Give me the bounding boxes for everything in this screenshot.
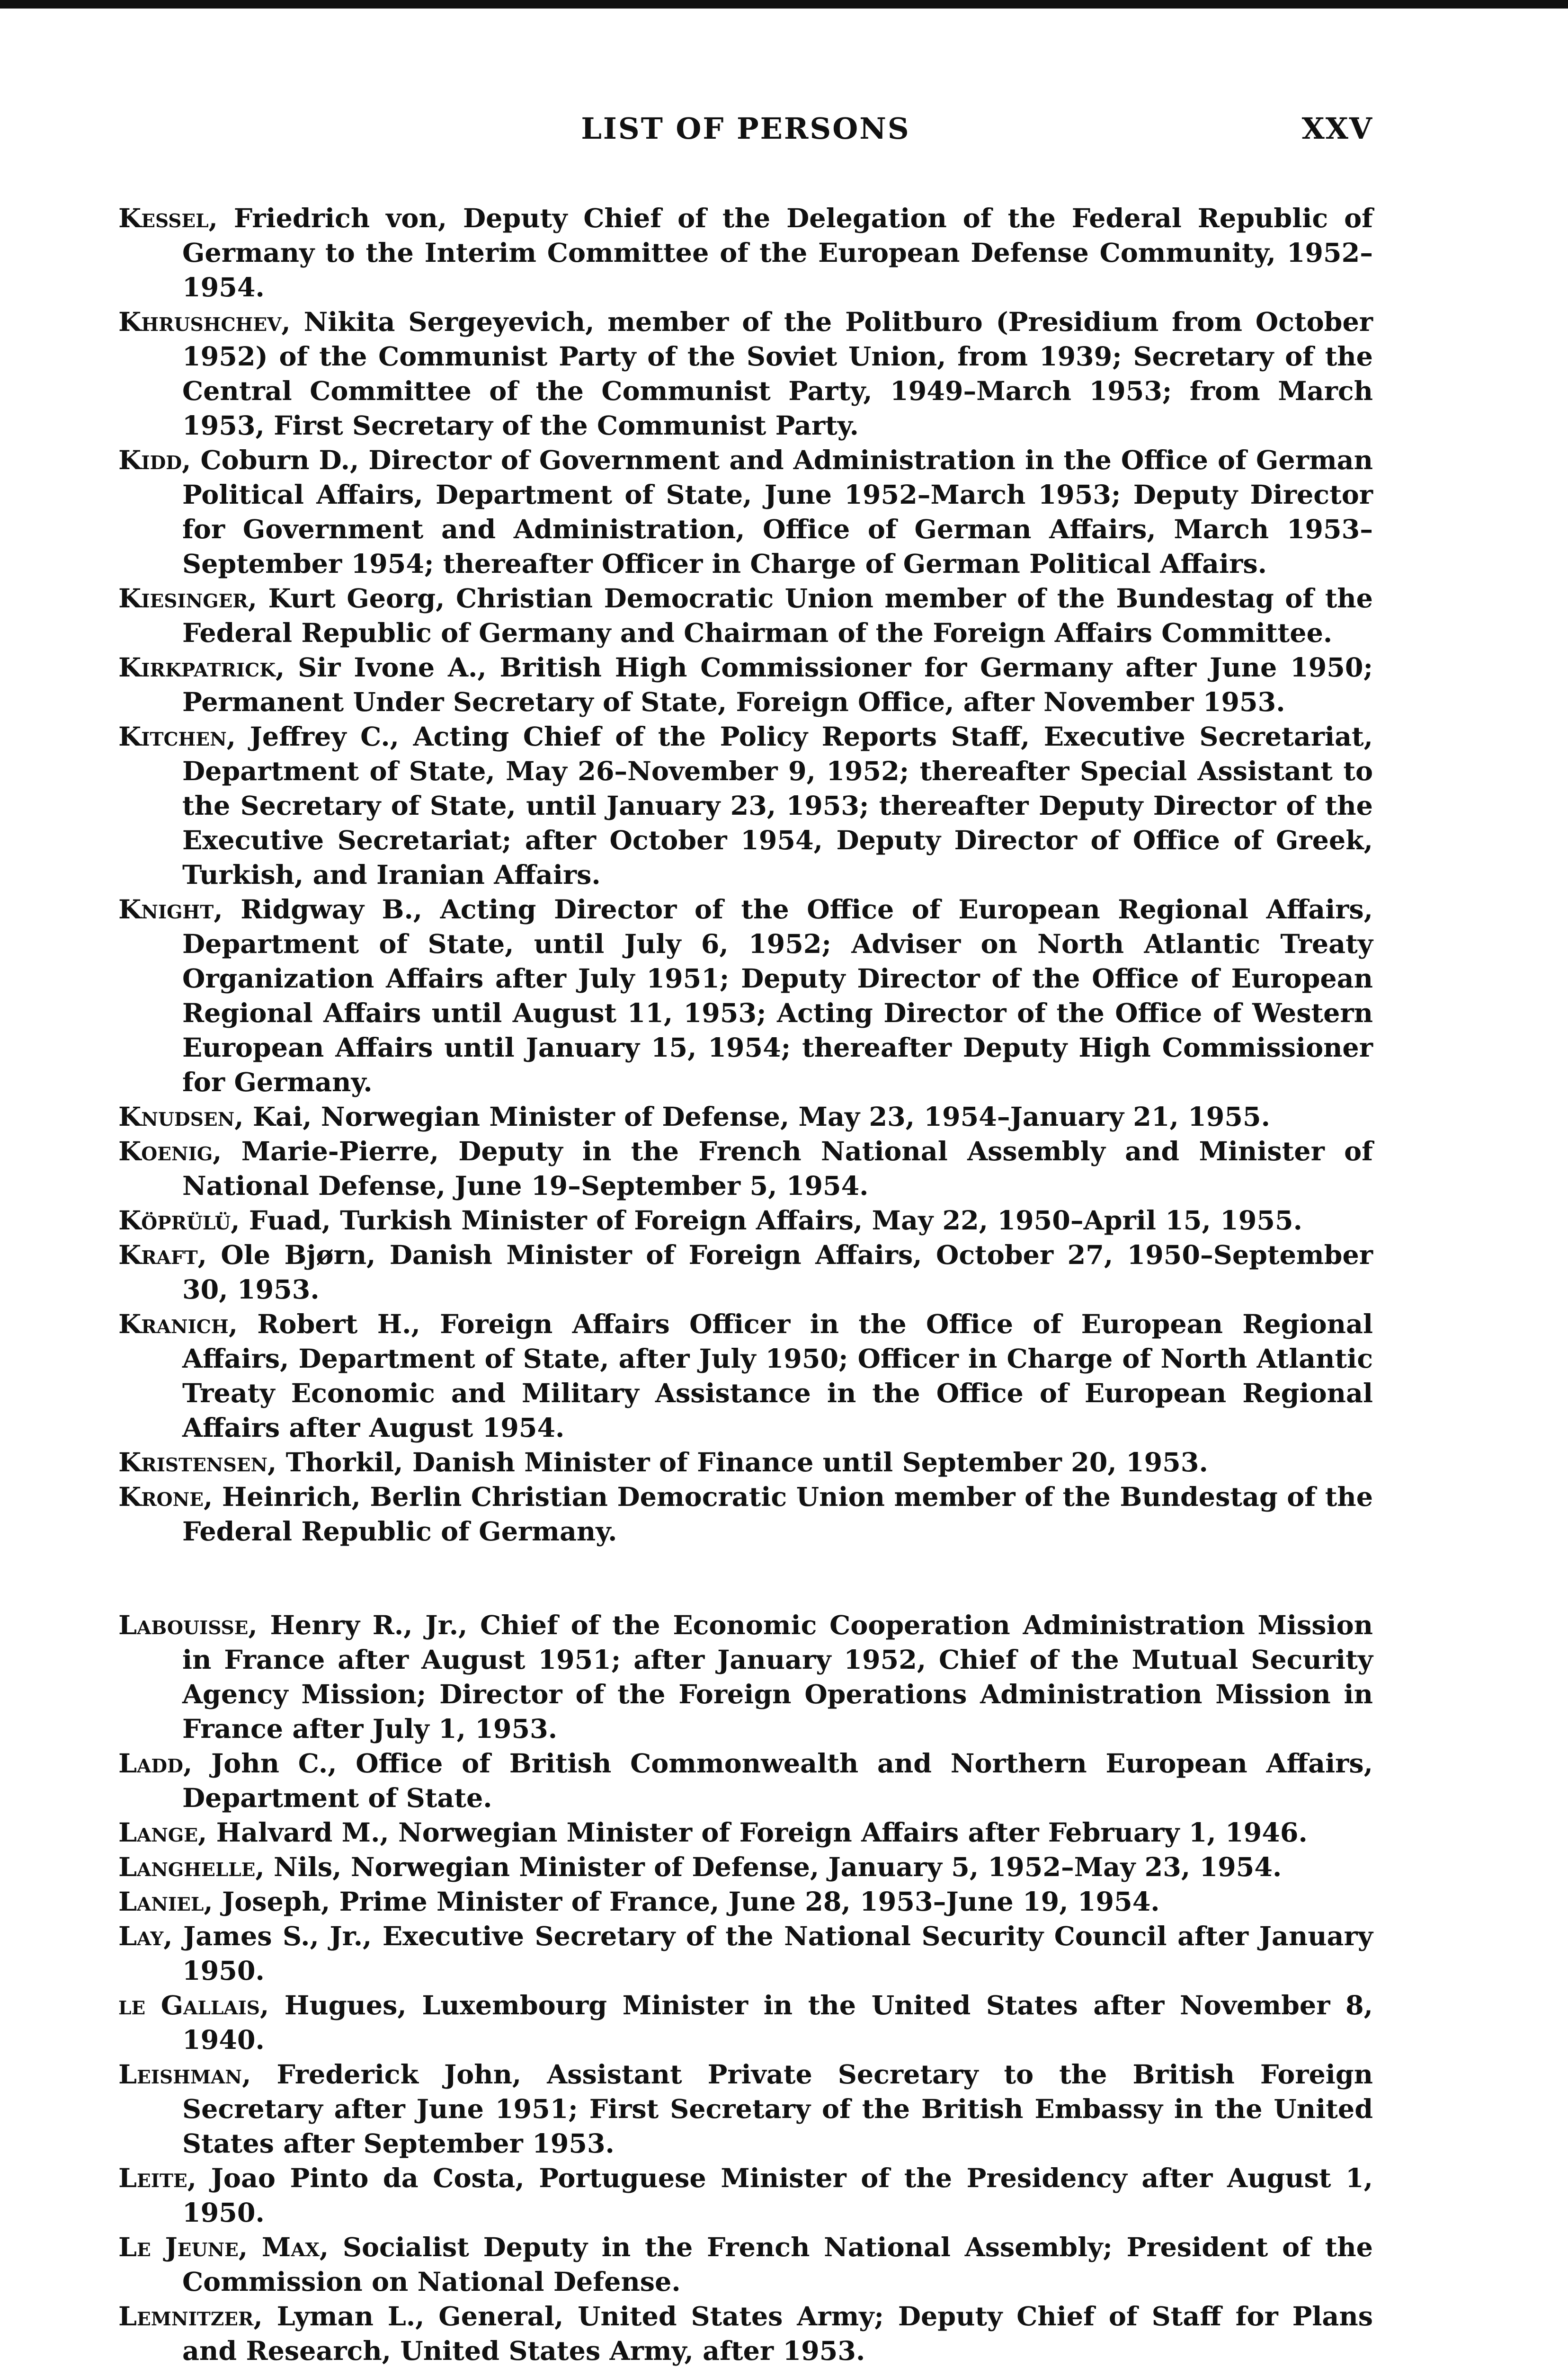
person-description: , John C., Office of British Commonwealth and Northern European Affairs, Department of State.	[182, 1748, 1373, 1814]
list-item	[118, 720, 1373, 892]
list-item	[118, 1203, 1373, 1238]
person-surname: Lange	[118, 1817, 198, 1848]
person-description: , Halvard M., Norwegian Minister of Foreign Affairs after February 1, 1946.	[197, 1817, 1308, 1848]
person-surname: Le Jeune, Max	[118, 2232, 320, 2263]
person-description: , James S., Jr., Executive Secretary of the National Security Council after January 1950.	[163, 1921, 1373, 1986]
person-description: , Ole Bjørn, Danish Minister of Foreign Affairs, October 27, 1950–September 30, 1953.	[182, 1240, 1373, 1305]
list-item	[118, 1815, 1373, 1850]
person-surname: Knudsen	[118, 1102, 235, 1132]
section-gap	[118, 1549, 1373, 1608]
person-surname: Kidd	[118, 445, 182, 476]
person-description: , Heinrich, Berlin Christian Democratic Union member of the Bundestag of the Federal Republic of Germany.	[182, 1482, 1373, 1547]
person-surname: Kitchen	[118, 721, 227, 752]
person-description: , Sir Ivone A., British High Commissioner for Germany after June 1950; Permanent Under Secretary of State, Foreign Office, after November 1953.	[182, 652, 1373, 718]
persons-list	[118, 201, 1373, 2367]
person-surname: Krone	[118, 1482, 204, 1513]
person-description: , Joao Pinto da Costa, Portuguese Minister of the Presidency after August 1, 1950.	[182, 2163, 1373, 2228]
list-item	[118, 2230, 1373, 2299]
person-surname: Leishman	[118, 2059, 242, 2090]
person-surname: Kirkpatrick	[118, 652, 276, 683]
person-description: , Jeffrey C., Acting Chief of the Policy Reports Staff, Executive Secretariat, Department of State, May 26–November 9, 1952; thereafter Special Assistant to the Secretary of State, until January 23, 1953; thereafter Deputy Director of the Executive Secretariat; after October 1954, Deputy Director of Office of Greek, Turkish, and Iranian Affairs.	[182, 721, 1373, 890]
person-description: , Hugues, Luxembourg Minister in the United States after November 8, 1940.	[182, 1990, 1373, 2056]
person-description: , Ridgway B., Acting Director of the Office of European Regional Affairs, Department of State, until July 6, 1952; Adviser on North Atlantic Treaty Organization Affairs after July 1951; Deputy Director of the Office of European Regional Affairs until August 11, 1953; Acting Director of the Office of Western European Affairs until January 15, 1954; thereafter Deputy High Commissioner for Germany.	[182, 894, 1373, 1098]
list-item	[118, 1134, 1373, 1203]
person-surname: Köprülü	[118, 1205, 231, 1236]
list-item	[118, 1850, 1373, 1885]
person-description: , Coburn D., Director of Government and Administration in the Office of German Political Affairs, Department of State, June 1952–March 1953; Deputy Director for Government and Administration, Office of German Affairs, March 1953–September 1954; thereafter Officer in Charge of German Political Affairs.	[182, 445, 1373, 579]
person-surname: Kraft	[118, 1240, 198, 1271]
list-item	[118, 1100, 1373, 1134]
person-surname: Koenig	[118, 1136, 213, 1167]
person-surname: Kranich	[118, 1309, 229, 1340]
list-item	[118, 1445, 1373, 1480]
list-item	[118, 1919, 1373, 1988]
person-description: , Nikita Sergeyevich, member of the Politburo (Presidium from October 1952) of the Communist Party of the Soviet Union, from 1939; Secretary of the Central Committee of the Communist Party, 1949–March 1953; from March 1953, First Secretary of the Communist Party.	[182, 307, 1373, 441]
person-description: , Friedrich von, Deputy Chief of the Delegation of the Federal Republic of Germany to the Interim Committee of the European Defense Community, 1952–1954.	[182, 203, 1373, 303]
person-surname: Labouisse	[118, 1610, 249, 1641]
list-item	[118, 650, 1373, 720]
person-description: , Henry R., Jr., Chief of the Economic Cooperation Administration Mission in France after August 1951; after January 1952, Chief of the Mutual Security Agency Mission; Director of the Foreign Operations Administration Mission in France after July 1, 1953.	[182, 1610, 1373, 1744]
list-item	[118, 1307, 1373, 1445]
person-surname: Lemnitzer	[118, 2301, 254, 2332]
person-surname: Ladd	[118, 1748, 183, 1779]
list-item	[118, 305, 1373, 443]
list-item	[118, 892, 1373, 1100]
list-item	[118, 1988, 1373, 2057]
person-surname: Laniel	[118, 1886, 204, 1917]
page-number: XXV	[1301, 111, 1373, 146]
person-description: , Fuad, Turkish Minister of Foreign Affairs, May 22, 1950–April 15, 1955.	[231, 1205, 1302, 1236]
person-description: , Kai, Norwegian Minister of Defense, May 23, 1954–January 21, 1955.	[234, 1102, 1270, 1132]
list-item	[118, 1480, 1373, 1549]
person-description: , Thorkil, Danish Minister of Finance until September 20, 1953.	[267, 1447, 1208, 1478]
person-surname: Kiesinger	[118, 583, 248, 614]
person-surname: Leite	[118, 2163, 187, 2194]
person-surname: le Gallais	[118, 1990, 260, 2021]
person-surname: Lay	[118, 1921, 164, 1952]
list-item	[118, 443, 1373, 581]
scan-edge-bar	[0, 0, 1568, 9]
page-title: LIST OF PERSONS	[581, 111, 910, 146]
list-item	[118, 1746, 1373, 1815]
person-description: , Nils, Norwegian Minister of Defense, January 5, 1952–May 23, 1954.	[255, 1852, 1282, 1883]
person-description: , Kurt Georg, Christian Democratic Union member of the Bundestag of the Federal Republic of Germany and Chairman of the Foreign Affairs Committee.	[182, 583, 1373, 649]
page-header	[118, 107, 1373, 159]
list-item	[118, 2057, 1373, 2161]
list-item	[118, 2299, 1373, 2367]
person-description: , Socialist Deputy in the French National Assembly; President of the Commission on National Defense.	[182, 2232, 1373, 2297]
list-item	[118, 201, 1373, 305]
person-surname: Khrushchev	[118, 307, 282, 338]
person-surname: Langhelle	[118, 1852, 256, 1883]
list-item	[118, 1608, 1373, 1746]
person-surname: Kessel	[118, 203, 209, 234]
list-item	[118, 1885, 1373, 1919]
person-surname: Knight	[118, 894, 214, 925]
person-description: , Frederick John, Assistant Private Secretary to the British Foreign Secretary after June 1951; First Secretary of the British Embassy in the United States after September 1953.	[182, 2059, 1373, 2159]
list-item	[118, 581, 1373, 650]
list-item	[118, 2161, 1373, 2230]
person-description: , Lyman L., General, United States Army; Deputy Chief of Staff for Plans and Research, United States Army, after 1953.	[182, 2301, 1373, 2367]
list-item	[118, 1238, 1373, 1307]
person-description: , Robert H., Foreign Affairs Officer in the Office of European Regional Affairs, Department of State, after July 1950; Officer in Charge of North Atlantic Treaty Economic and Military Assistance in the Office of European Regional Affairs after August 1954.	[182, 1309, 1373, 1443]
person-description: , Marie-Pierre, Deputy in the French National Assembly and Minister of National Defense, June 19–September 5, 1954.	[182, 1136, 1373, 1201]
person-surname: Kristensen	[118, 1447, 267, 1478]
person-description: , Joseph, Prime Minister of France, June 28, 1953–June 19, 1954.	[204, 1886, 1160, 1917]
